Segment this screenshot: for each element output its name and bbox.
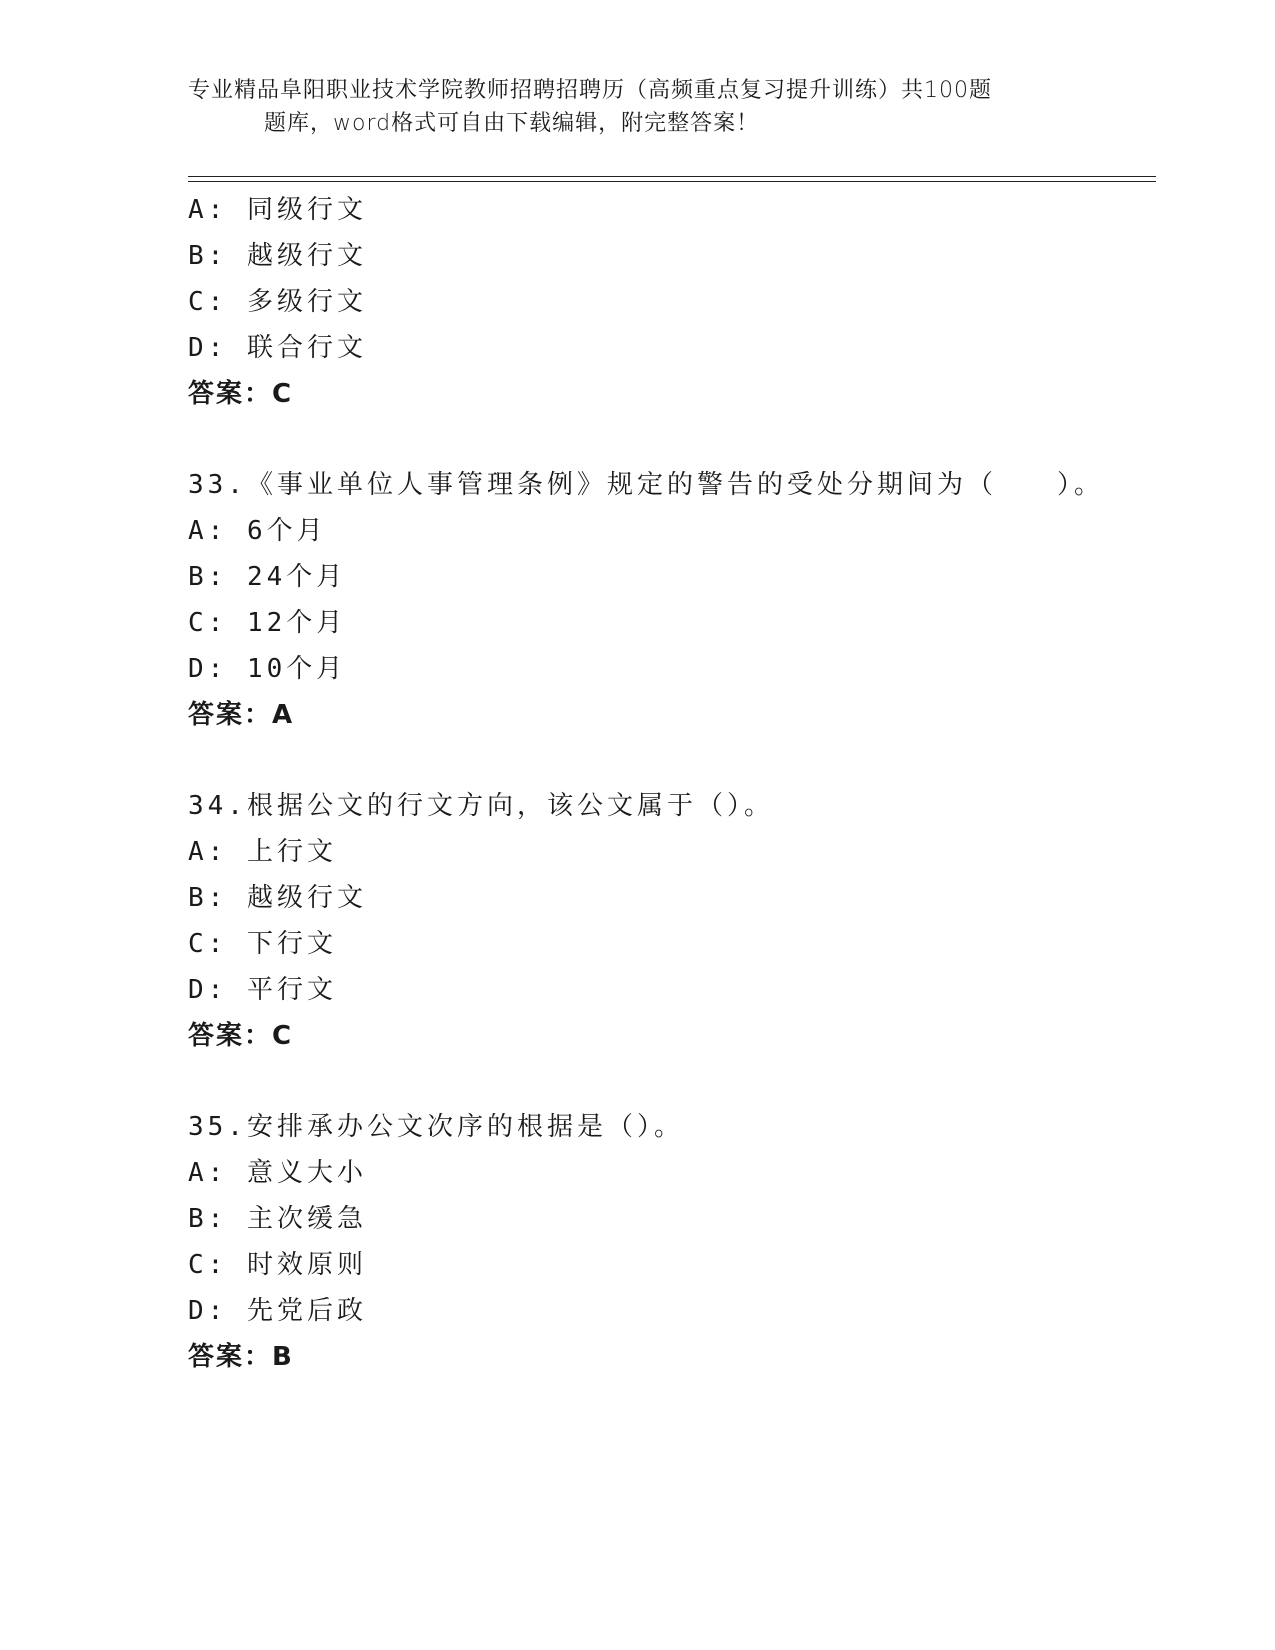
question-stem: 34.根据公文的行文方向，该公文属于（）。: [188, 791, 774, 821]
header-divider-top: [188, 176, 1156, 177]
option-a: A: 同级行文: [188, 195, 367, 225]
question-list: [188, 187, 1156, 1380]
option-d: D: 先党后政: [188, 1296, 367, 1326]
option-c: C: 时效原则: [188, 1250, 367, 1280]
option-c: C: 多级行文: [188, 287, 367, 317]
option-c: C: 下行文: [188, 929, 337, 959]
option-b: B: 主次缓急: [188, 1204, 367, 1234]
answer-line: 答案：C: [188, 379, 294, 409]
option-d: D: 平行文: [188, 975, 337, 1005]
header-divider-bottom: [188, 181, 1156, 182]
question-stem: 35.安排承办公文次序的根据是（）。: [188, 1112, 684, 1142]
option-c: C: 12个月: [188, 608, 347, 638]
option-b: B: 越级行文: [188, 241, 367, 271]
question-block: [188, 187, 1156, 417]
header-title-line-2: 题库，word格式可自由下载编辑，附完整答案！: [264, 111, 760, 136]
option-b: B: 越级行文: [188, 883, 367, 913]
question-block: [188, 783, 1156, 1059]
header-title-line-1: 专业精品阜阳职业技术学院教师招聘招聘历（高频重点复习提升训练）共100题: [188, 78, 992, 103]
option-b: B: 24个月: [188, 562, 347, 592]
answer-line: 答案：A: [188, 700, 295, 730]
answer-line: 答案：C: [188, 1021, 294, 1051]
option-a: A: 6个月: [188, 516, 327, 546]
option-d: D: 10个月: [188, 654, 347, 684]
question-block: [188, 462, 1156, 738]
question-stem: 33.《事业单位人事管理条例》规定的警告的受处分期间为（ ）。: [188, 470, 1104, 500]
document-header: [188, 74, 1088, 140]
option-d: D: 联合行文: [188, 333, 367, 363]
option-a: A: 上行文: [188, 837, 337, 867]
option-a: A: 意义大小: [188, 1158, 367, 1188]
question-block: [188, 1104, 1156, 1380]
answer-line: 答案：B: [188, 1342, 294, 1372]
